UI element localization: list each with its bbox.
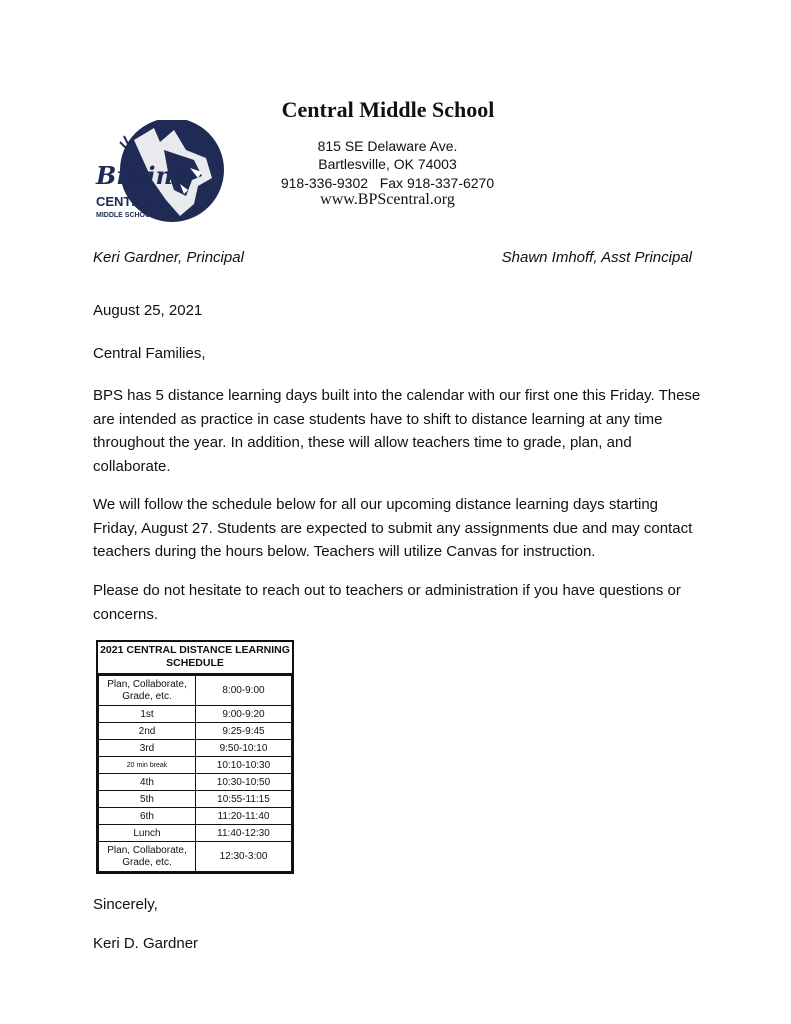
table-row: [99, 808, 292, 825]
table-row: [99, 723, 292, 740]
time-cell: 10:55-11:15: [196, 791, 292, 808]
paragraph-1: BPS has 5 distance learning days built into the calendar with our first one this Friday. These are intended as practice in case students have to shift to distance learning at any time throughout the year. In addition, these will allow teachers time to grade, plan, and collaborate.: [93, 387, 701, 475]
table-row: [99, 706, 292, 723]
period-cell: Plan, Collaborate, Grade, etc.: [99, 676, 196, 706]
logo-script-text: Bruins: [96, 161, 187, 190]
table-row: [99, 825, 292, 842]
period-cell: 5th: [99, 791, 196, 808]
time-cell: 10:30-10:50: [196, 774, 292, 791]
time-cell: 9:25-9:45: [196, 723, 292, 740]
website-link[interactable]: www.BPScentral.org: [320, 191, 455, 208]
letter-closing: Sincerely,: [93, 896, 158, 913]
table-row: [99, 842, 292, 872]
logo-central-text: CENTRAL: [96, 194, 159, 209]
phone-fax-line: 918-336-9302 Fax 918-337-6270: [280, 175, 495, 191]
period-cell: 6th: [99, 808, 196, 825]
period-cell: 20 min break: [99, 757, 196, 774]
address-line-2: Bartlesville, OK 74003: [318, 156, 457, 172]
time-cell: 11:40-12:30: [196, 825, 292, 842]
schedule-table: [96, 640, 294, 874]
logo-sub-text: MIDDLE SCHOOL: [96, 212, 155, 219]
paragraph-3: Please do not hesitate to reach out to teachers or administration if you have questions or concerns.: [93, 582, 681, 623]
address-line-1: 815 SE Delaware Ave.: [317, 138, 458, 154]
period-cell: Plan, Collaborate, Grade, etc.: [99, 842, 196, 872]
letter-signature: Keri D. Gardner: [93, 935, 199, 952]
time-cell: 8:00-9:00: [196, 676, 292, 706]
principal-name: Keri Gardner, Principal: [93, 249, 244, 266]
table-row: [99, 791, 292, 808]
period-cell: Lunch: [99, 825, 196, 842]
paragraph-2: We will follow the schedule below for all our upcoming distance learning days starting Friday, August 27. Students are expected to submit any assignments due and may contact teachers during the hours below. Teachers will utilize Canvas for instruction.: [93, 496, 693, 560]
period-cell: 2nd: [99, 723, 196, 740]
schedule-title: 2021 CENTRAL DISTANCE LEARNING SCHEDULE: [98, 642, 292, 675]
table-row: [99, 740, 292, 757]
asst-principal-name: Shawn Imhoff, Asst Principal: [501, 249, 692, 266]
period-cell: 3rd: [99, 740, 196, 757]
table-row: [99, 676, 292, 706]
time-cell: 9:00-9:20: [196, 706, 292, 723]
time-cell: 10:10-10:30: [196, 757, 292, 774]
table-row: [99, 757, 292, 774]
period-cell: 4th: [99, 774, 196, 791]
table-row: [99, 774, 292, 791]
time-cell: 12:30-3:00: [196, 842, 292, 872]
letter-greeting: Central Families,: [93, 345, 206, 362]
school-name: Central Middle School: [281, 97, 495, 122]
time-cell: 11:20-11:40: [196, 808, 292, 825]
school-logo: [94, 120, 229, 230]
time-cell: 9:50-10:10: [196, 740, 292, 757]
bruins-bear-logo-icon: [94, 120, 229, 230]
period-cell: 1st: [99, 706, 196, 723]
letter-date: August 25, 2021: [93, 302, 203, 319]
